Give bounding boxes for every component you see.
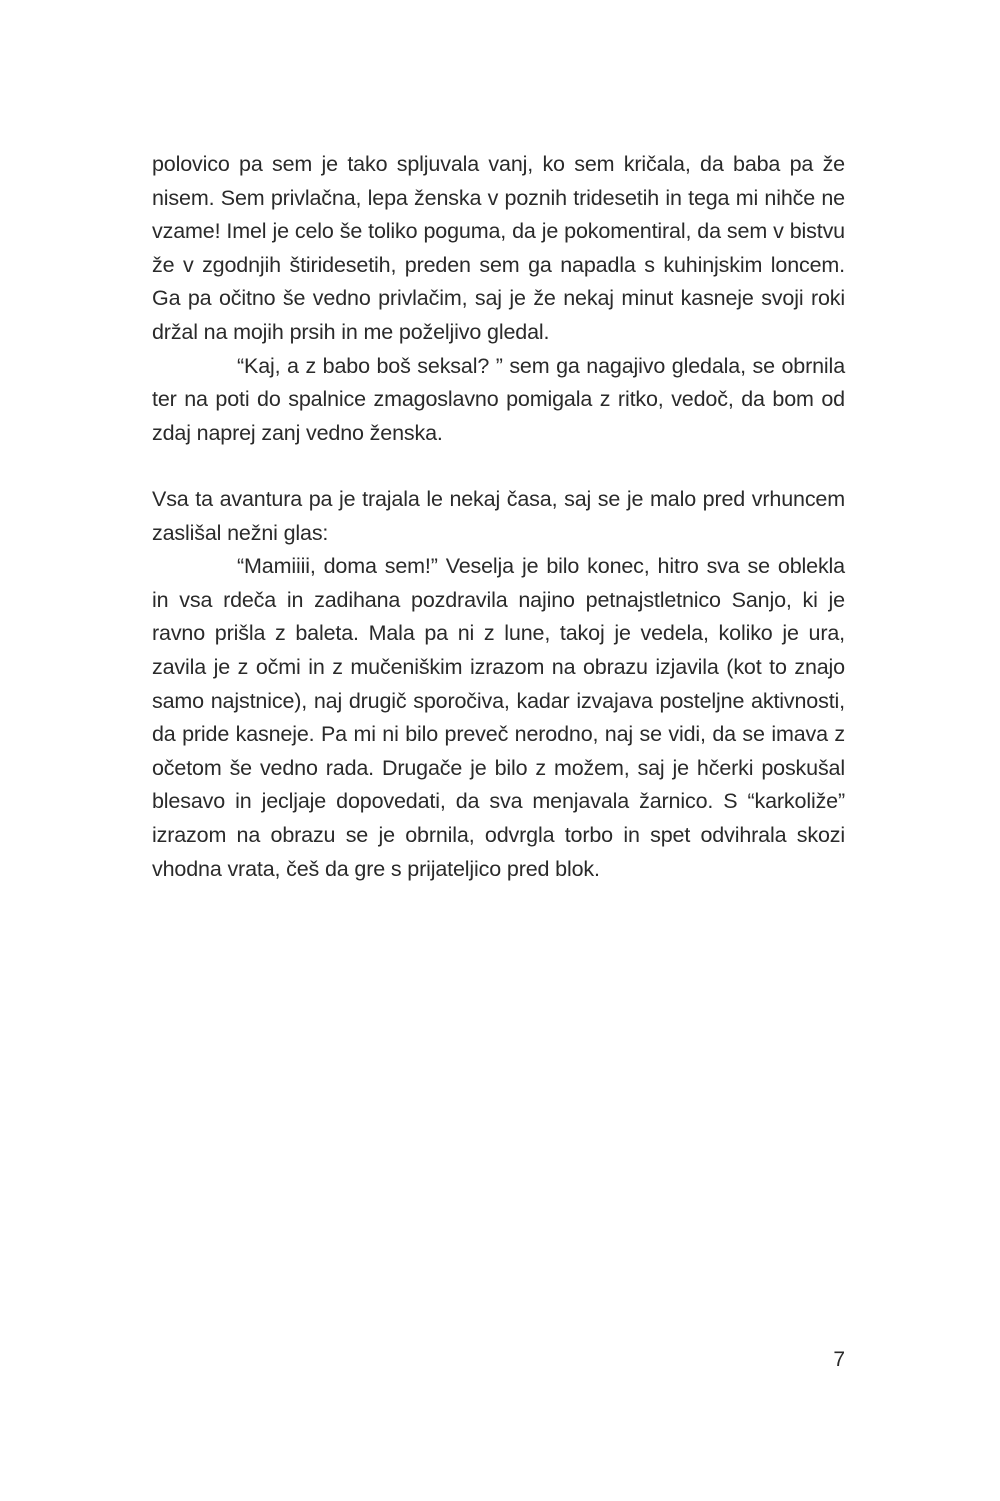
- paragraph-4: “Mamiiii, doma sem!” Veselja je bilo konec, hitro sva se oblekla in vsa rdeča in zadihana pozdravila najino petnajstletnico Sanjo, ki je ravno prišla z baleta. Mala pa ni z lune, takoj je vedela, koliko je ura, zavila je z očmi in z mučeniškim izrazom na obrazu izjavila (kot to znajo samo najstnice), naj drugič sporočiva, kadar izvajava posteljne aktivnosti, da pride kasneje. Pa mi ni bilo preveč nerodno, naj se vidi, da se imava z očetom še vedno rada. Drugače je bilo z možem, saj je hčerki poskušal blesavo in jecljaje dopovedati, da sva menjavala žarnico. S “karkoliže” izrazom na obrazu se je obrnila, odvrgla torbo in spet odvihrala skozi vhodna vrata, češ da gre s prijateljico pred blok.: [152, 554, 845, 881]
- text-section-1: [152, 148, 845, 450]
- page-number: 7: [833, 1348, 845, 1371]
- paragraph-3: Vsa ta avantura pa je trajala le nekaj časa, saj se je malo pred vrhuncem zaslišal nežni glas:: [152, 487, 845, 545]
- paragraph-2: “Kaj, a z babo boš seksal? ” sem ga nagajivo gledala, se obrnila ter na poti do spalnice zmagoslavno pomigala z ritko, vedoč, da bom od zdaj naprej zanj vedno ženska.: [152, 353, 845, 445]
- text-section-2: [152, 483, 845, 886]
- paragraph-1: polovico pa sem je tako spljuvala vanj, ko sem kričala, da baba pa že nisem. Sem privlačna, lepa ženska v poznih tridesetih in tega mi nihče ne vzame! Imel je celo še toliko poguma, da je pokomentiral, da sem v bistvu že v zgodnjih štiridesetih, preden sem ga napadla s kuhinjskim loncem. Ga pa očitno še vedno privlačim, saj je že nekaj minut kasneje svoji roki držal na mojih prsih in me poželjivo gledal.: [152, 152, 845, 344]
